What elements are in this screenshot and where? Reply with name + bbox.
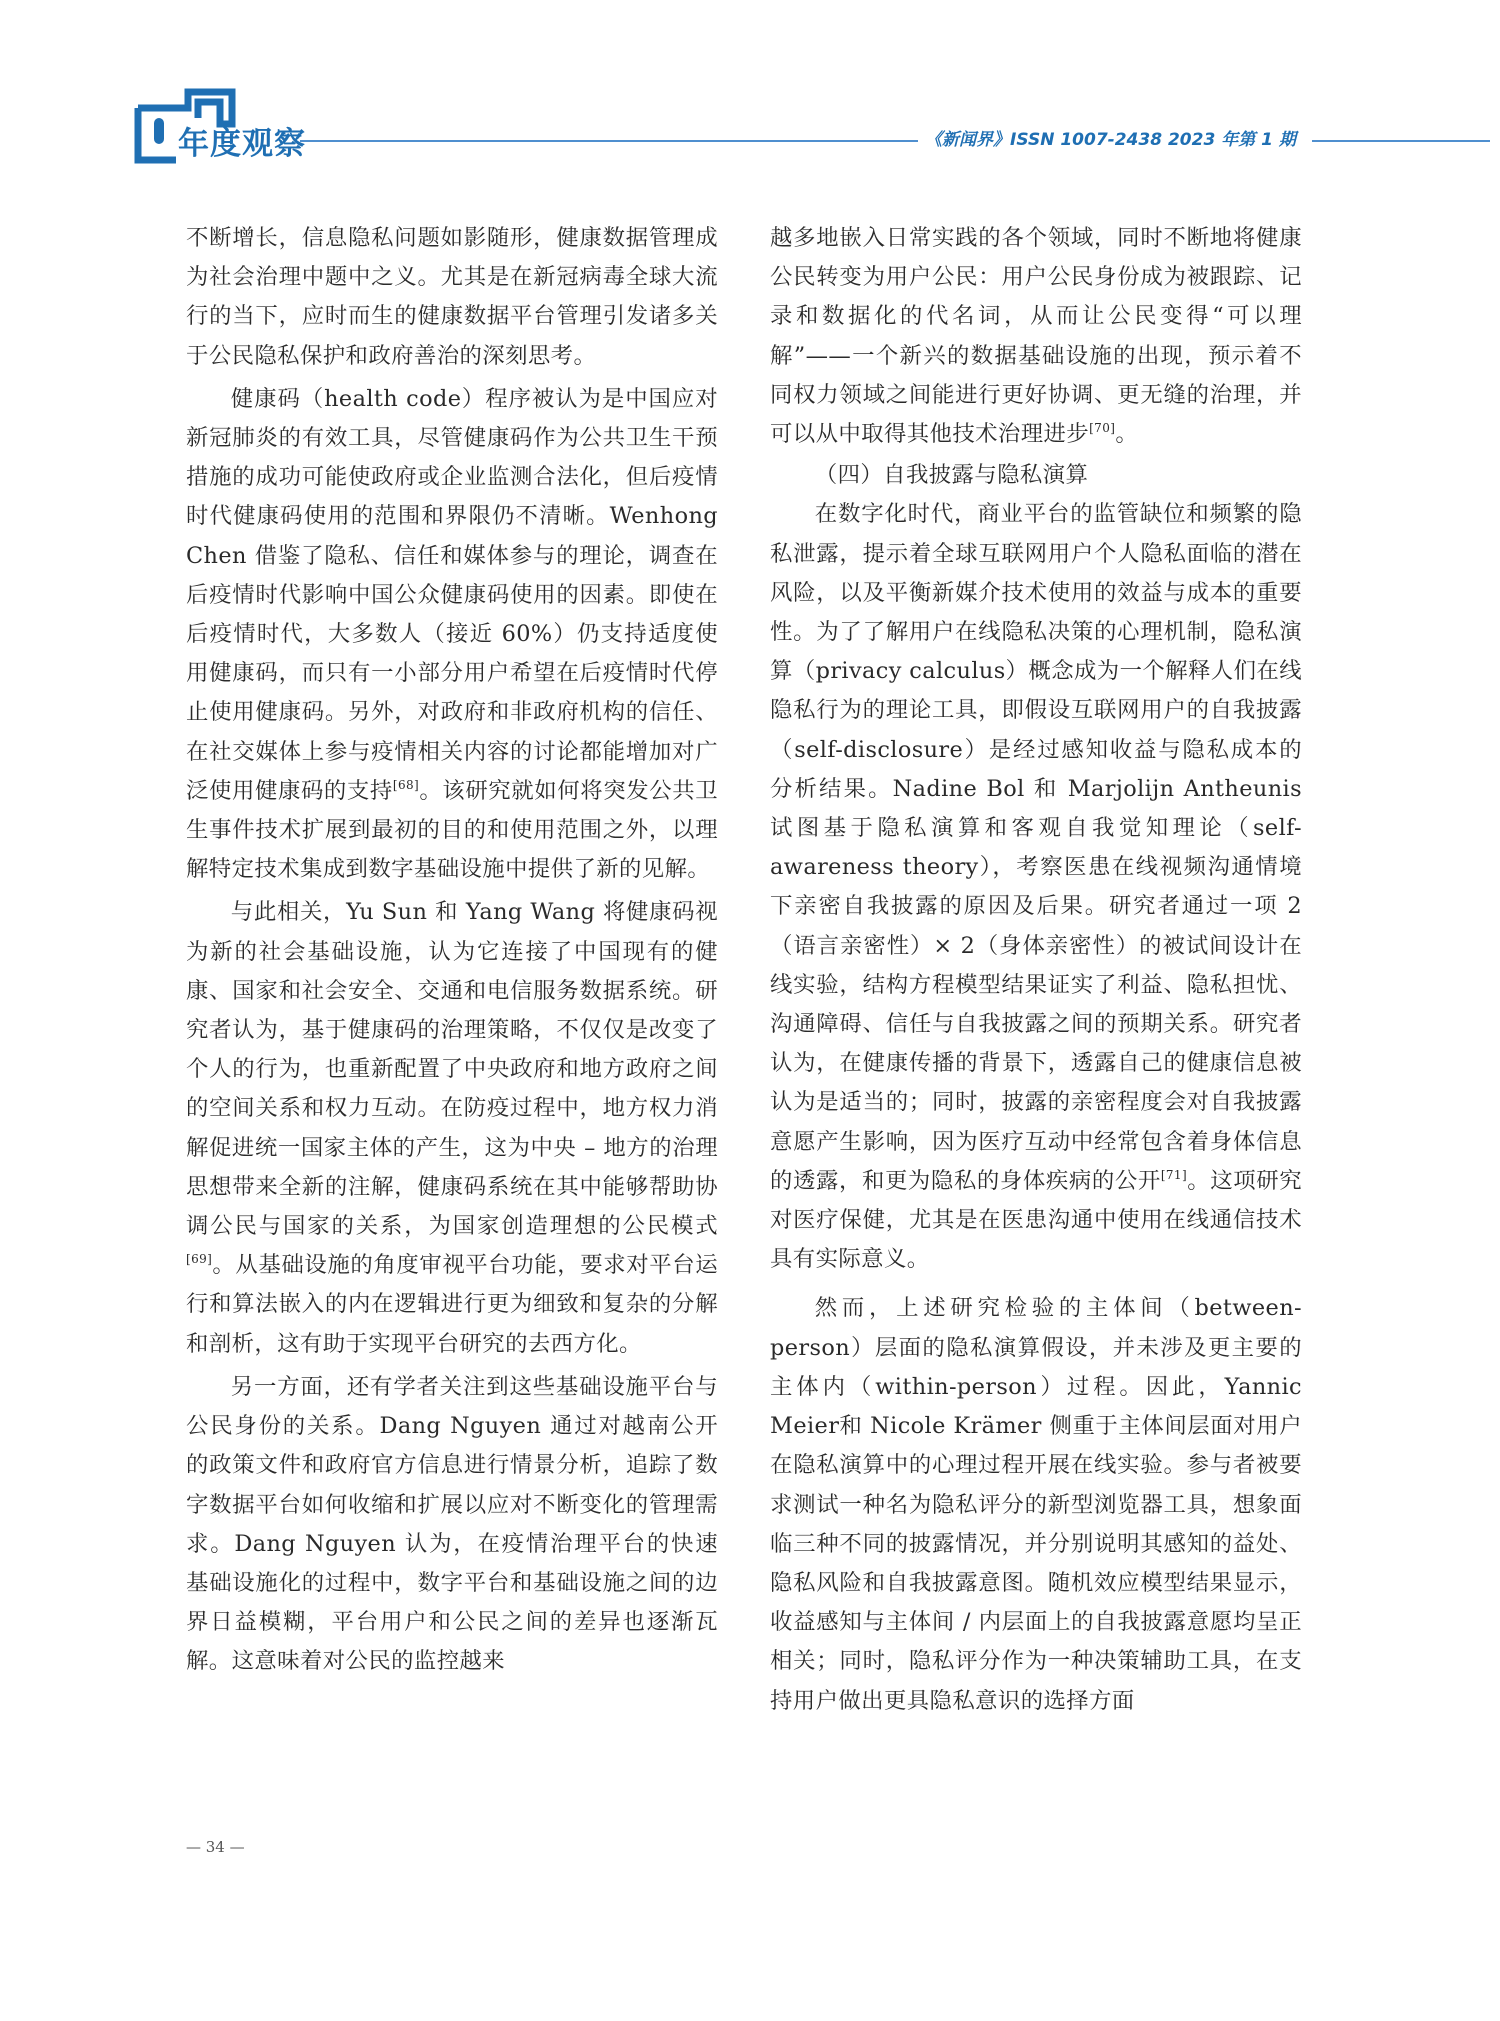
- page-number: — 34 —: [186, 1838, 245, 1856]
- paragraph-text: 越多地嵌入日常实践的各个领域，同时不断地将健康公民转变为用户公民：用户公民身份成为被跟踪、记录和数据化的代名词，从而让公民变得“可以理解”——一个新兴的数据基础设施的出现，预示着不同权力领域之间能进行更好协调、更无缝的治理，并可以从中取得其他技术治理进步: [770, 225, 1302, 448]
- paragraph: 然而，上述研究检验的主体间（between-person）层面的隐私演算假设，并未涉及更主要的主体内（within-person）过程。因此，Yannic Meier和 Nicole Krämer 侧重于主体间层面对用户在隐私演算中的心理过程开展在线实验。参与者被要求测试一种名为隐私评分的新型浏览器工具，想象面临三种不同的披露情况，并分别说明其感知的益处、隐私风险和自我披露意图。随机效应模型结果显示，收益感知与主体间 / 内层面上的自我披露意愿均呈正相关；同时，隐私评分作为一种决策辅助工具，在支持用户做出更具隐私意识的选择方面: [770, 1295, 1302, 1714]
- left-column: [186, 219, 718, 1682]
- paragraph-text: 在数字化时代，商业平台的监管缺位和频繁的隐私泄露，提示着全球互联网用户个人隐私面临的潜在风险，以及平衡新媒介技术使用的效益与成本的重要性。为了了解用户在线隐私决策的心理机制，隐私演算（privacy calculus）概念成为一个解释人们在线隐私行为的理论工具，即假设互联网用户的自我披露（self-disclosure）是经过感知收益与隐私成本的分析结果。Nadine Bol 和 Marjolijn Antheunis 试图基于隐私演算和客观自我觉知理论（self-awareness theory），考察医患在线视频沟通情境下亲密自我披露的原因及后果。研究者通过一项 2（语言亲密性）× 2（身体亲密性）的被试间设计在线实验，结构方程模型结果证实了利益、隐私担忧、沟通障碍、信任与自我披露之间的预期关系。研究者认为，在健康传播的背景下，透露自己的健康信息被认为是适当的；同时，披露的亲密程度会对自我披露意愿产生影响，因为医疗互动中经常包含着身体信息的透露，和更为隐私的身体疾病的公开: [770, 501, 1302, 1194]
- paragraph: 另一方面，还有学者关注到这些基础设施平台与公民身份的关系。Dang Nguyen 通过对越南公开的政策文件和政府官方信息进行情景分析，追踪了数字数据平台如何收缩和扩展以应对不断变化的管理需求。Dang Nguyen 认为，在疫情治理平台的快速基础设施化的过程中，数字平台和基础设施之间的边界日益模糊，平台用户和公民之间的差异也逐渐瓦解。这意味着对公民的监控越来: [186, 1373, 718, 1675]
- subheading: （四）自我披露与隐私演算: [814, 462, 1089, 489]
- citation-ref: [69]: [186, 1252, 213, 1267]
- paragraph-text: 与此相关，Yu Sun 和 Yang Wang 将健康码视为新的社会基础设施，认为它连接了中国现有的健康、国家和社会安全、交通和电信服务数据系统。研究者认为，基于健康码的治理策略，不仅仅是改变了个人的行为，也重新配置了中央政府和地方政府之间的空间关系和权力互动。在防疫过程中，地方权力消解促进统一国家主体的产生，这为中央 – 地方的治理思想带来全新的注解，健康码系统在其中能够帮助协调公民与国家的关系，为国家创造理想的公民模式: [186, 899, 718, 1240]
- citation-ref: [70]: [1089, 421, 1116, 436]
- section-title: 年度观察: [178, 126, 306, 162]
- citation-ref: [71]: [1160, 1167, 1188, 1182]
- paragraph: [770, 495, 1302, 1279]
- paragraph-text: 。从基础设施的角度审视平台功能，要求对平台运行和算法嵌入的内在逻辑进行更为细致和复杂的分解和剖析，这有助于实现平台研究的去西方化。: [186, 1252, 718, 1357]
- journal-issue-line: 《新闻界》ISSN 1007-2438 2023 年第 1 期: [925, 130, 1296, 150]
- paragraph-text: 。该研究就如何将突发公共卫生事件技术扩展到最初的目的和使用范围之外，以理解特定技术集成到数字基础设施中提供了新的见解。: [186, 777, 718, 883]
- paragraph: [770, 219, 1302, 454]
- paragraph: [186, 380, 718, 890]
- paragraph: 不断增长，信息隐私问题如影随形，健康数据管理成为社会治理中题中之义。尤其是在新冠病毒全球大流行的当下，应时而生的健康数据平台管理引发诸多关于公民隐私保护和政府善治的深刻思考。: [186, 225, 718, 369]
- paragraph: [186, 893, 718, 1363]
- header-rule: [300, 140, 918, 142]
- citation-ref: [68]: [392, 777, 420, 792]
- right-column: [770, 219, 1302, 1721]
- paragraph-text: 健康码（health code）程序被认为是中国应对新冠肺炎的有效工具，尽管健康码作为公共卫生干预措施的成功可能使政府或企业监测合法化，但后疫情时代健康码使用的范围和界限仍不清晰。Wenhong Chen 借鉴了隐私、信任和媒体参与的理论，调查在后疫情时代影响中国公众健康码使用的因素。即使在后疫情时代，大多数人（接近 60%）仍支持适度使用健康码，而只有一小部分用户希望在后疫情时代停止使用健康码。另外，对政府和非政府机构的信任、在社交媒体上参与疫情相关内容的讨论都能增加对广泛使用健康码的支持: [186, 385, 718, 804]
- paragraph-text: 。: [1115, 421, 1139, 448]
- paragraph-text: 。这项研究对医疗保健，尤其是在医患沟通中使用在线通信技术具有实际意义。: [770, 1167, 1302, 1273]
- header-rule: [1312, 140, 1490, 142]
